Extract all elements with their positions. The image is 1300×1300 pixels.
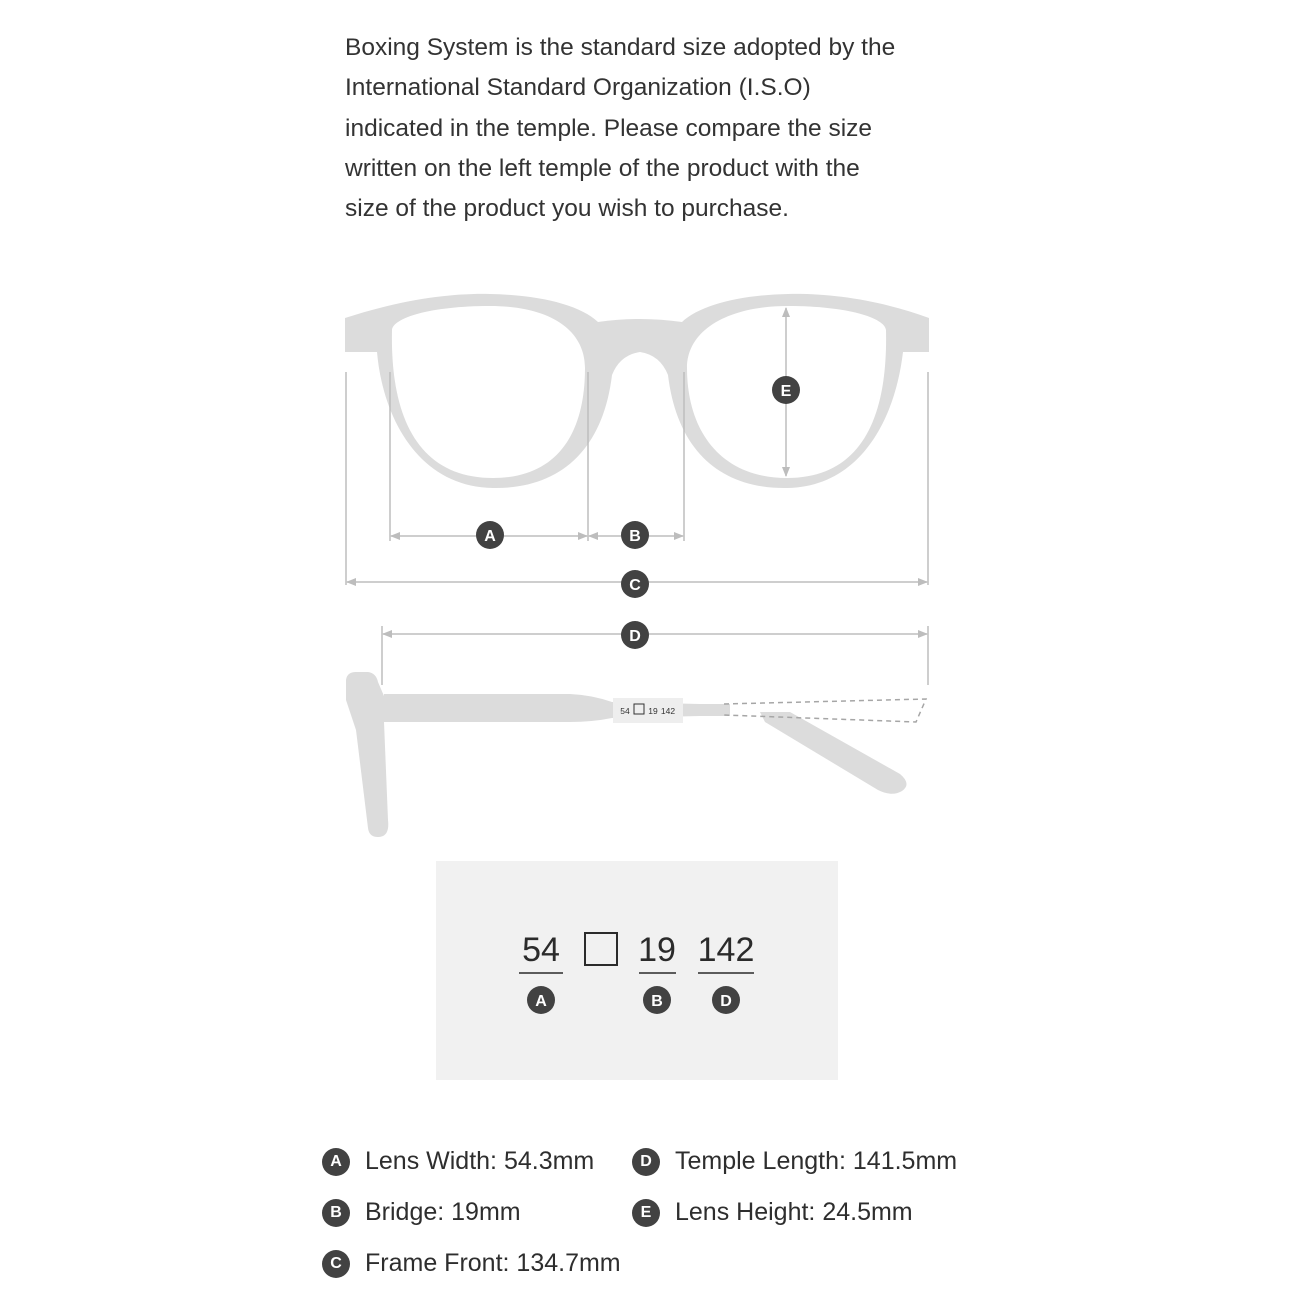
intro-line: written on the left temple of the product with the xyxy=(345,154,860,182)
legend-text-bridge: Bridge: 19mm xyxy=(365,1198,521,1226)
legend-item-frame-front xyxy=(322,1249,621,1278)
marker-c-label: C xyxy=(629,577,641,594)
marker-a-label: A xyxy=(484,528,496,545)
size-bridge: 19 xyxy=(638,931,676,969)
temple-tip-outline xyxy=(724,699,926,722)
legend-marker-e: E xyxy=(632,1199,660,1227)
legend-marker-d: D xyxy=(632,1148,660,1176)
marker-a xyxy=(476,521,504,549)
size-marker-a-label: A xyxy=(535,993,547,1010)
legend-text-frame-front: Frame Front: 134.7mm xyxy=(365,1249,621,1277)
intro-line: Boxing System is the standard size adopted by the xyxy=(345,34,896,61)
size-code-graphic xyxy=(436,861,838,1080)
temple-lens-size: 54 xyxy=(620,706,630,716)
marker-c xyxy=(621,570,649,598)
legend-item-lens-width xyxy=(322,1147,594,1176)
frame-side-front xyxy=(346,672,388,837)
legend-item-temple-length xyxy=(632,1147,957,1176)
temple-tip-side-view xyxy=(760,712,907,794)
temple-length-size: 142 xyxy=(660,706,676,716)
frame-front-view xyxy=(345,294,929,488)
marker-b xyxy=(621,521,649,549)
marker-e-label: E xyxy=(780,383,792,400)
size-marker-d-label: D xyxy=(720,993,732,1010)
legend-item-bridge xyxy=(322,1198,521,1227)
size-box-symbol xyxy=(585,933,617,965)
legend-marker-a: A xyxy=(322,1148,350,1176)
marker-d-label: D xyxy=(629,628,641,645)
intro-line: size of the product you wish to purchase. xyxy=(345,195,789,223)
temple-bridge-size: 19 xyxy=(648,706,658,716)
intro-line: International Standard Organization (I.S.O) xyxy=(345,74,811,102)
legend-marker-c: C xyxy=(322,1250,350,1278)
legend-text-lens-height: Lens Height: 24.5mm xyxy=(675,1198,913,1226)
marker-b-label: B xyxy=(629,528,641,545)
size-code-box xyxy=(436,861,838,1080)
marker-d xyxy=(621,621,649,649)
marker-e xyxy=(772,376,800,404)
legend-text-temple-length: Temple Length: 141.5mm xyxy=(675,1147,958,1175)
legend-marker-b: B xyxy=(322,1199,350,1227)
legend-text-lens-width: Lens Width: 54.3mm xyxy=(365,1147,595,1175)
legend-item-lens-height xyxy=(632,1198,913,1227)
size-lens-width: 54 xyxy=(522,931,560,969)
size-temple-length: 142 xyxy=(697,931,755,969)
size-marker-b-label: B xyxy=(651,993,663,1010)
intro-line: indicated in the temple. Please compare the size xyxy=(345,114,873,142)
